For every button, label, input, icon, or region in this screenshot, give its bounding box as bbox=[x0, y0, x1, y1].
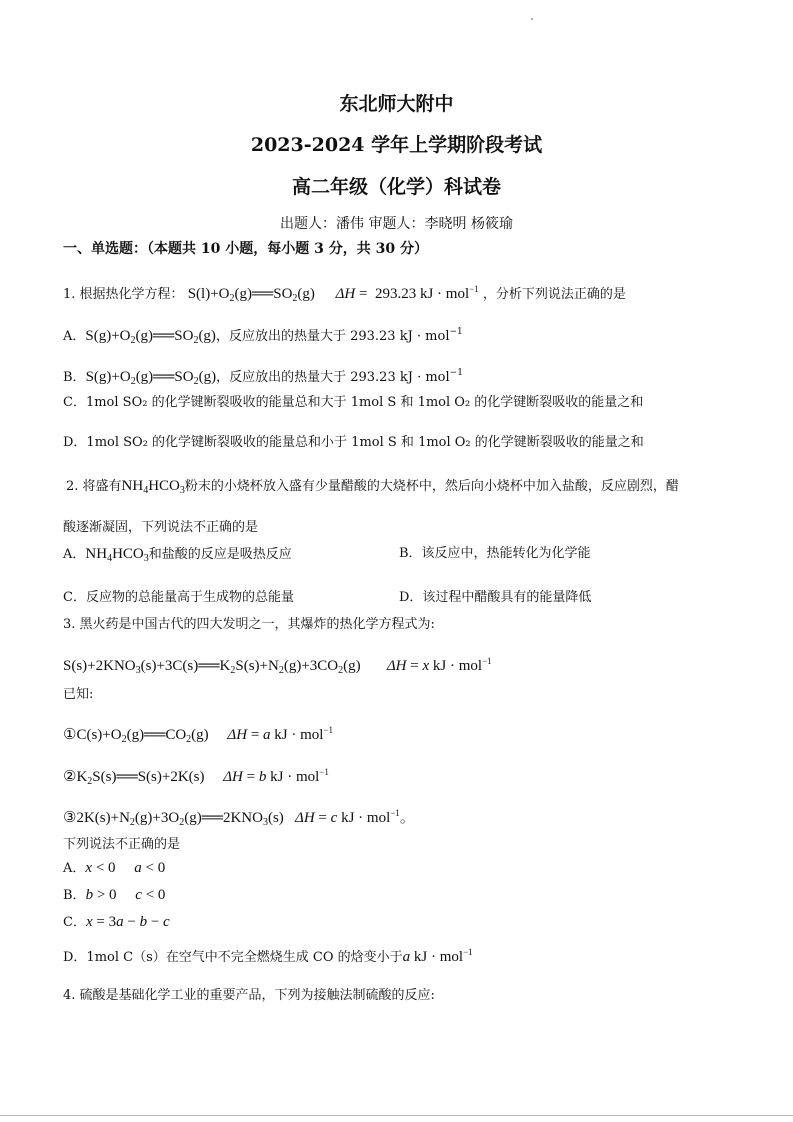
q1-equation: $S(l)+O_2(g)══SO_2(g)$ bbox=[187, 286, 315, 304]
q2-option-b: B．该反应中，热能转化为化学能 bbox=[399, 546, 591, 561]
q2-option-c: C．反应物的总能量高于生成物的总能量 bbox=[63, 590, 294, 605]
school-title: 东北师大附中 bbox=[339, 93, 454, 115]
page-bottom-rule bbox=[0, 1115, 793, 1116]
q1-option-b: B．$S(g)+O_2(g)══SO_2(g)$，反应放出的热量大于 293.23 kJ · mol$^{-1}$ bbox=[63, 368, 463, 387]
q3-main-equation: $S(s)+2KNO_3(s)+3C(s)══K_2S(s)+N_2(g)+3CO_2(g)$ ΔH = x kJ · mol$^{-1}$ bbox=[63, 656, 492, 676]
q1-option-d: D．1mol SO₂ 的化学键断裂吸收的能量总和小于 1mol S 和 1mol O₂ 的化学键断裂吸收的能量之和 bbox=[63, 435, 644, 450]
q3-known-label: 已知: bbox=[63, 687, 94, 702]
q1-b-equation: $S(g)+O_2(g)══SO_2(g)$ bbox=[85, 369, 217, 387]
subject-title: 高二年级（化学）科试卷 bbox=[291, 176, 501, 198]
exam-title: 2023-2024 学年上学期阶段考试 bbox=[250, 134, 543, 156]
q3-option-c: C．x = 3a − b − c bbox=[63, 914, 170, 930]
q3-known-2: $②K_2S(s)══S(s)+2K(s)$ ΔH = b kJ · mol$^{-1}$ bbox=[63, 767, 329, 787]
q1-option-a: A．$S(g)+O_2(g)══SO_2(g)$，反应放出的热量大于 293.23 kJ · mol$^{-1}$ bbox=[63, 327, 463, 346]
q1-stem: 1. 根据热化学方程： $S(l)+O_2(g)══SO_2(g)$ ΔH = 293.23 kJ · mol$^{-1}$ ，分析下列说法正确的是 bbox=[63, 284, 626, 304]
q1-enthalpy: ΔH = 293.23 kJ · mol$^{-1}$ bbox=[335, 284, 479, 302]
authors-line: 出题人：潘伟 审题人：李晓明 杨筱瑜 bbox=[280, 216, 513, 232]
q3-stem: 3. 黑火药是中国古代的四大发明之一，其爆炸的热化学方程式为: bbox=[63, 617, 435, 632]
q3-option-a: A．x < 0 a < 0 bbox=[63, 860, 166, 876]
q4-stem: 4. 硫酸是基础化学工业的重要产品，下列为接触法制硫酸的反应: bbox=[63, 988, 435, 1003]
q3-known-1: $①C(s)+O_2(g)══CO_2(g)$ ΔH = a kJ · mol$^{-1}$ bbox=[63, 725, 334, 745]
q2-option-d: D．该过程中醋酸具有的能量降低 bbox=[399, 590, 592, 605]
section-heading: 一、单选题：（本题共 10 小题，每小题 3 分，共 30 分） bbox=[63, 241, 428, 257]
q2-stem-line1: 2. 将盛有$NH_4HCO_3$粉末的小烧杯放入盛有少量醋酸的大烧杯中，然后向小烧杯中加入盐酸，反应剧烈，醋 bbox=[66, 478, 679, 496]
q1-a-equation: $S(g)+O_2(g)══SO_2(g)$ bbox=[85, 328, 216, 346]
q2-stem-line2: 酸逐渐凝固，下列说法不正确的是 bbox=[63, 520, 259, 535]
q1-option-c: C．1mol SO₂ 的化学键断裂吸收的能量总和大于 1mol S 和 1mol O₂ 的化学键断裂吸收的能量之和 bbox=[63, 395, 644, 410]
q3-option-d: D．1mol C（s）在空气中不完全燃烧生成 CO 的焓变小于a kJ · mol$^{-1}$ bbox=[63, 947, 473, 965]
q2-option-a: A．$NH_4HCO_3$和盐酸的反应是吸热反应 bbox=[63, 546, 292, 564]
q3-option-b: B．b > 0 c < 0 bbox=[63, 887, 166, 903]
scan-dot bbox=[531, 18, 533, 20]
q2-formula: $NH_4HCO_3$ bbox=[121, 478, 185, 496]
q3-known-3: $③2K(s)+N_2(g)+3O_2(g)══2KNO_3(s) \Delta H = c$ kJ · mol$^{-1}$。 bbox=[63, 808, 415, 828]
q3-prompt: 下列说法不正确的是 bbox=[63, 837, 181, 852]
